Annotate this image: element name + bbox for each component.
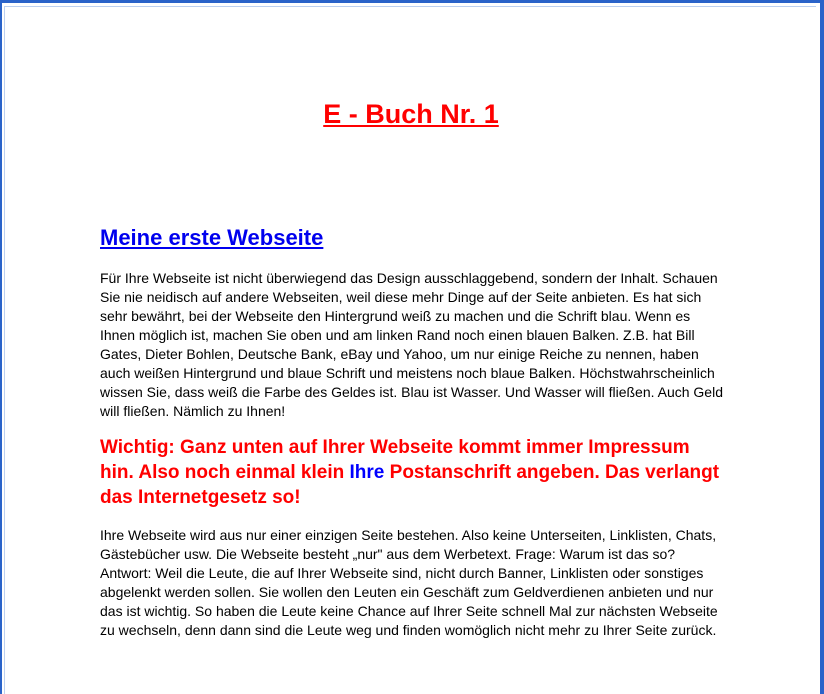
document-title: E - Buch Nr. 1: [323, 99, 499, 129]
notice-text-after: Postanschrift angeben. Das verlangt das Internetgesetz so!: [100, 462, 720, 508]
impressum-notice: [100, 435, 728, 510]
notice-text-before: Wichtig: Ganz unten auf Ihrer Webseite kommt immer Impressum hin. Also noch einmal klein: [100, 437, 690, 483]
section-heading-link[interactable]: Meine erste Webseite: [100, 225, 324, 250]
document-content: [98, 225, 738, 654]
notice-highlight-word: Ihre: [349, 462, 385, 483]
paragraph-single-page: Ihre Webseite wird aus nur einer einzigen Seite bestehen. Also keine Unterseiten, Linklisten, Chats, Gästebücher usw. Die Webseite besteht „nur" aus dem Werbetext. Frage: Warum ist das so? Antwort: Weil die Leute, die auf Ihrer Webseite sind, nicht durch Banner, Linklisten oder sonstiges abgelenkt werden sollen. Sie wollen den Leuten ein Geschäft zum Geldverdienen anbieten und nur das ist wichtig. So haben die Leute keine Chance auf Ihrer Seite schnell Mal zur nächsten Webseite zu wechseln, denn dann sind die Leute weg und finden womöglich nicht mehr zu Ihrer Seite zurück.: [100, 527, 718, 638]
paragraph-design: Für Ihre Webseite ist nicht überwiegend das Design ausschlaggebend, sondern der Inhalt. Schauen Sie nie neidisch auf andere Webseiten, weil diese mehr Dinge auf der Seite anbieten. Es hat sich sehr bewährt, bei der Webseite den Hintergrund weiß zu machen und die Schrift blau. Wenn es Ihnen möglich ist, machen Sie oben und am linken Rand noch einen blauen Balken. Z.B. hat Bill Gates, Dieter Bohlen, Deutsche Bank, eBay und Yahoo, um nur einige Reiche zu nennen, haben auch weißen Hintergrund und blaue Schrift und meistens noch blaue Balken. Höchstwahrscheinlich wissen Sie, dass weiß die Farbe des Geldes ist. Blau ist Wasser. Und Wasser will fließen. Auch Geld will fließen. Nämlich zu Ihnen!: [100, 270, 723, 419]
